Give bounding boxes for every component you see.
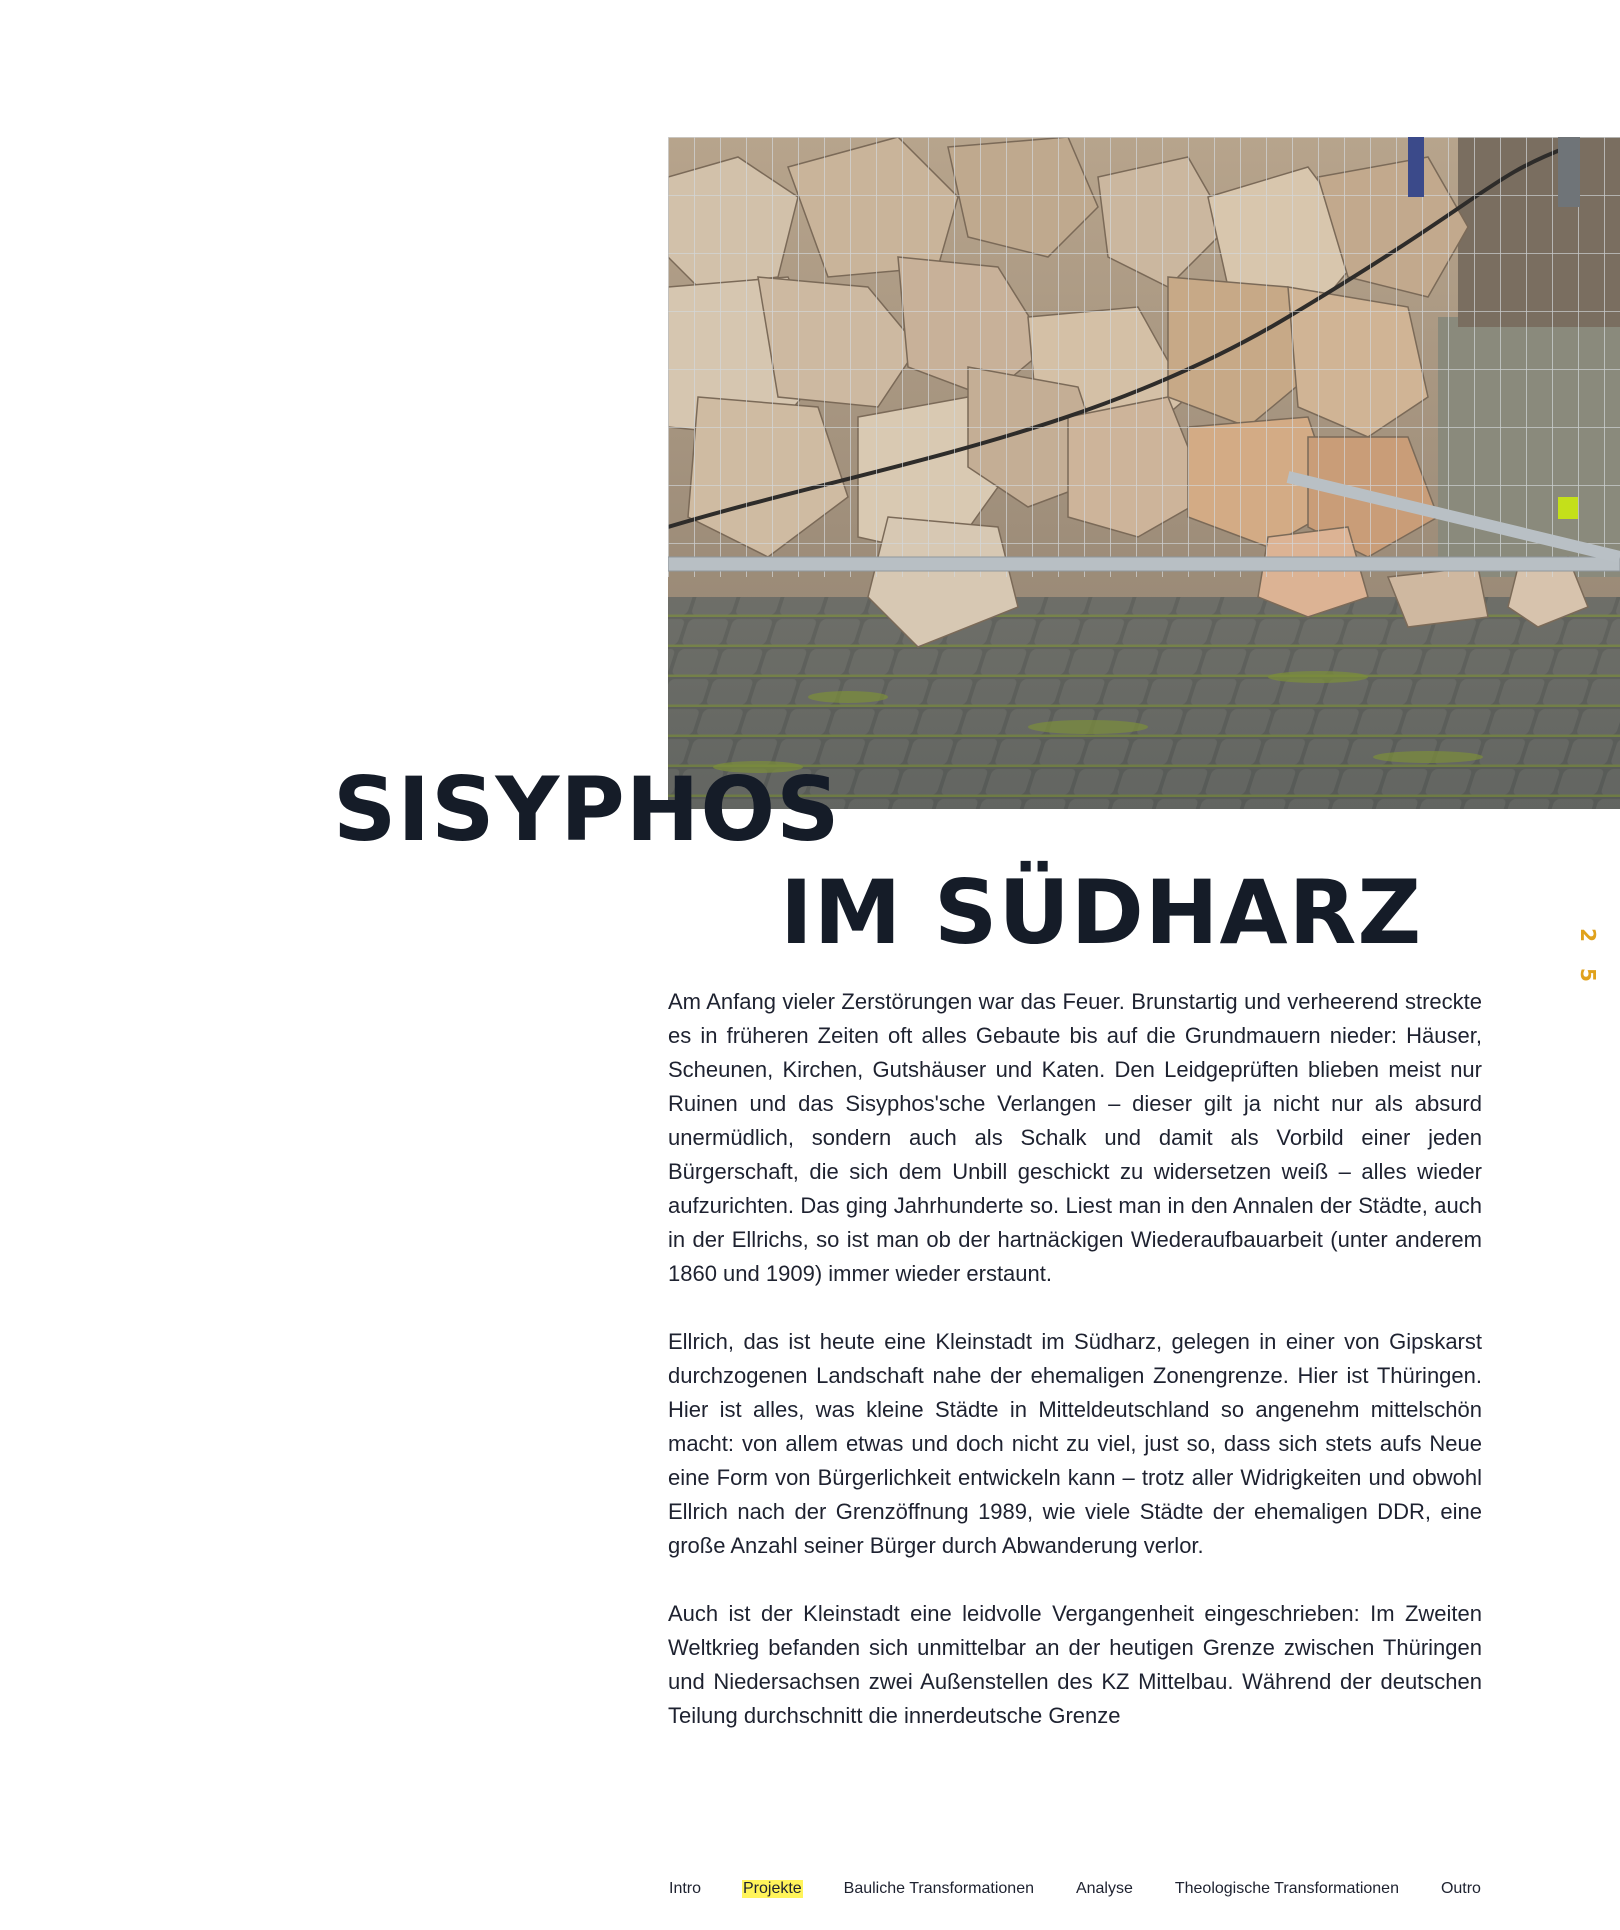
nav-item-theologische-transformationen[interactable]: Theologische Transformationen: [1174, 1880, 1399, 1897]
nav-item-intro[interactable]: Intro: [669, 1880, 702, 1897]
page-title-line-2: IM SÜDHARZ: [780, 861, 1423, 964]
nav-item-bauliche-transformationen[interactable]: Bauliche Transformationen: [843, 1880, 1034, 1897]
page-number: 25: [1575, 928, 1600, 1008]
article-body: [668, 985, 1482, 1767]
nav-item-projekte[interactable]: Projekte: [742, 1880, 802, 1897]
stones-fence-photo: [668, 137, 1620, 809]
body-paragraph-2: Ellrich, das ist heute eine Kleinstadt im Südharz, gelegen in einer von Gipskarst durchzogenen Landschaft nahe der ehemaligen Zonengrenze. Hier ist Thüringen. Hier ist alles, was kleine Städte in Mitteldeutschland so angenehm mittelschön macht: von allem etwas und doch nicht zu viel, just so, dass sich stets aufs Neue eine Form von Bürgerlichkeit entwickeln kann – trotz aller Widrigkeiten und obwohl Ellrich nach der Grenzöffnung 1989, wie viele Städte der ehemaligen DDR, eine große Anzahl seiner Bürger durch Abwanderung verlor.: [668, 1329, 1482, 1558]
body-paragraph-3: Auch ist der Kleinstadt eine leidvolle Vergangenheit eingeschrieben: Im Zweiten Weltkrieg befanden sich unmittelbar an der heutigen Grenze zwischen Thüringen und Niedersachsen zwei Außenstellen des KZ Mittelbau. Während der deutschen Teilung durchschnitt die innerdeutsche Grenze: [668, 1601, 1482, 1728]
nav-item-outro[interactable]: Outro: [1440, 1880, 1481, 1897]
footer-navigation: [668, 1880, 1482, 1898]
stones-fence-image: [668, 137, 1620, 809]
page-title-line-1: SISYPHOS: [333, 758, 841, 861]
body-paragraph-1: Am Anfang vieler Zerstörungen war das Feuer. Brunstartig und verheerend streckte es in früheren Zeiten oft alles Gebaute bis auf die Grundmauern nieder: Häuser, Scheunen, Kirchen, Gutshäuser und Katen. Den Leidgeprüften blieben meist nur Ruinen und das Sisyphos'sche Verlangen – dieser gilt ja nicht nur als absurd unermüdlich, sondern auch als Schalk und damit als Vorbild einer jeden Bürgerschaft, die sich dem Unbill geschickt zu widersetzen weiß – alles wieder aufzurichten. Das ging Jahrhunderte so. Liest man in den Annalen der Städte, auch in der Ellrichs, so ist man ob der hartnäckigen Wiederaufbauarbeit (unter anderem 1860 und 1909) immer wieder erstaunt.: [668, 989, 1482, 1286]
nav-item-analyse[interactable]: Analyse: [1075, 1880, 1133, 1897]
